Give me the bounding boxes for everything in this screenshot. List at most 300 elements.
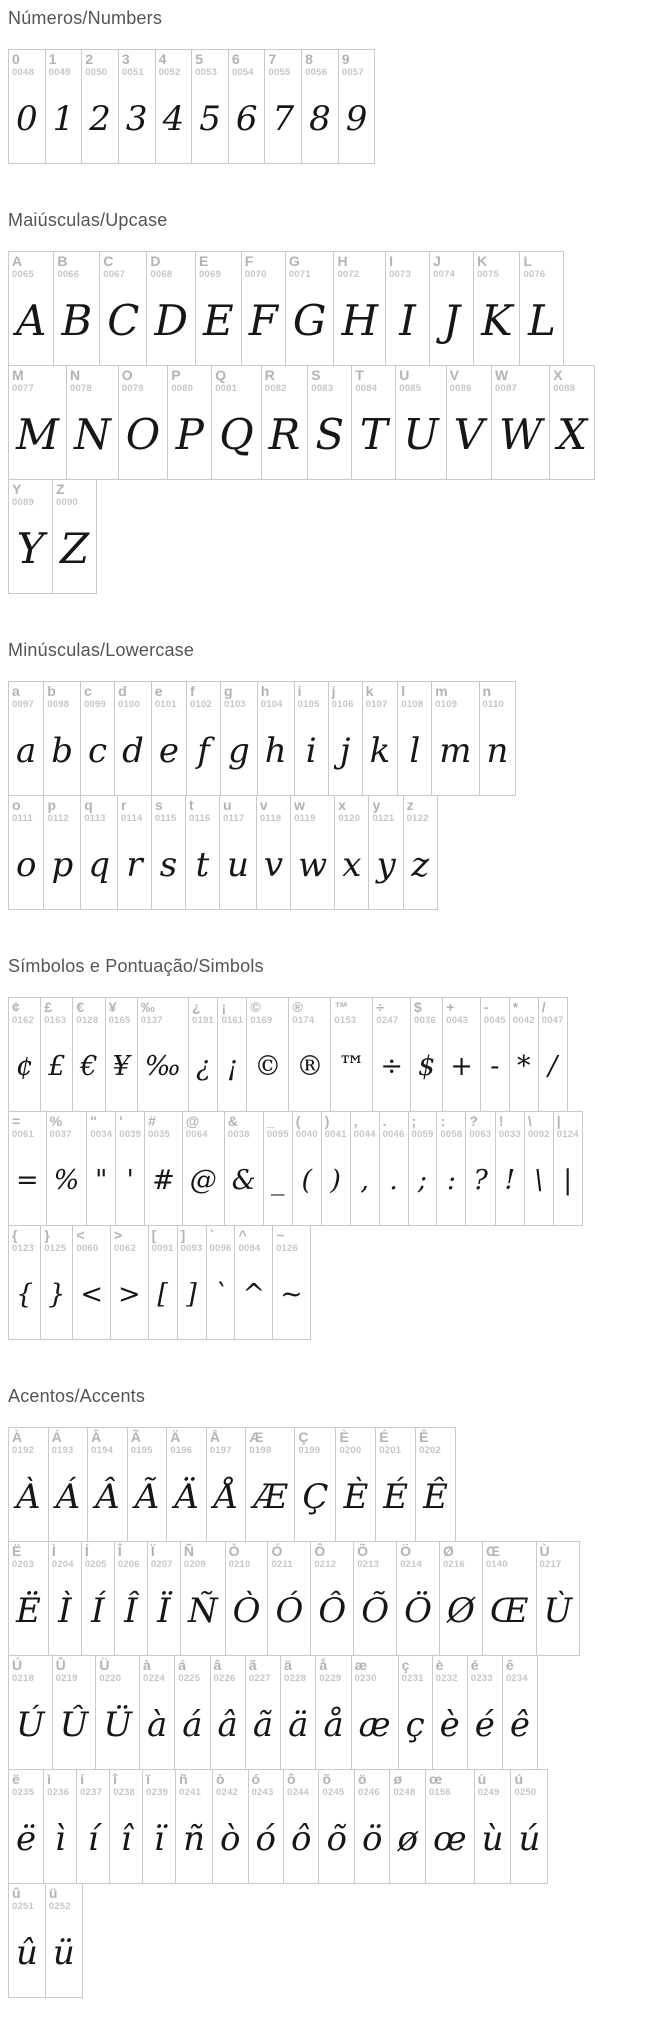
font-glyph: Ó [275,1590,304,1631]
unicode-code: 0107 [365,698,388,710]
reference-char: 2 [85,51,94,67]
section-title: Minúsculas/Lowercase [8,640,195,660]
font-glyph: J [443,295,460,345]
font-glyph: 9 [345,98,368,139]
glyph-cell [549,365,595,480]
reference-char: _ [266,1113,275,1129]
font-glyph: Õ [361,1590,390,1631]
reference-char: N [70,367,81,383]
unicode-code: 0102 [189,698,212,710]
unicode-code: 0120 [338,812,361,824]
font-glyph: : [446,1165,456,1197]
font-glyph: z [411,844,430,885]
reference-char: & [227,1113,238,1129]
font-glyph: õ [326,1818,347,1859]
unicode-code: 0231 [401,1672,424,1684]
glyph-cell [114,681,152,796]
unicode-code: 0035 [148,1128,171,1140]
font-glyph: X [557,409,588,459]
unicode-code: 0110 [482,698,504,710]
unicode-code: 0078 [70,382,92,394]
unicode-code: 0047 [541,1014,564,1026]
font-glyph: % [53,1165,80,1197]
glyph-cell [318,1769,354,1884]
reference-char: C [103,253,114,269]
glyph-row [8,1225,661,1340]
reference-char: w [294,797,306,813]
unicode-code: 0124 [556,1128,579,1140]
font-glyph: ¢ [16,1051,34,1083]
glyph-cell [396,1541,440,1656]
glyph-cell [519,251,564,366]
unicode-code: 0101 [154,698,177,710]
glyph-cell [188,997,218,1112]
font-glyph: k [369,730,391,771]
glyph-cell [211,365,261,480]
font-glyph: v [263,844,284,885]
font-glyph: 5 [199,98,221,139]
unicode-code: 0081 [215,382,238,394]
unicode-code: 0200 [339,1444,362,1456]
reference-char: ê [505,1657,514,1673]
font-glyph: ã [252,1704,274,1745]
unicode-code: 0191 [191,1014,214,1026]
font-glyph: Á [55,1476,81,1517]
reference-char: Í [84,1543,89,1559]
font-glyph: i [305,730,317,771]
unicode-code: 0192 [12,1444,34,1456]
font-glyph: ö [361,1818,383,1859]
unicode-code: 0077 [12,382,34,394]
font-glyph: Í [91,1590,105,1631]
unicode-code: 0169 [250,1014,273,1026]
reference-char: ü [48,1885,58,1901]
font-glyph: á [182,1704,203,1745]
unicode-code: 0063 [469,1128,492,1140]
glyph-row [8,49,661,164]
font-glyph: [ [157,1279,168,1311]
glyph-cell [431,681,479,796]
glyph-cell [80,681,115,796]
glyph-cell [290,795,335,910]
reference-char: Ë [12,1543,22,1559]
unicode-code: 0082 [264,382,287,394]
glyph-cell [118,49,156,164]
unicode-code: 0098 [47,698,70,710]
reference-char: õ [322,1771,332,1787]
unicode-code: 0201 [379,1444,402,1456]
glyph-cell [180,1541,226,1656]
font-glyph: 7 [272,98,295,139]
glyph-cell [502,1655,538,1770]
unicode-code: 0048 [12,66,34,78]
reference-char: ¥ [108,999,117,1015]
unicode-code: 0213 [357,1558,380,1570]
glyph-cell [264,49,302,164]
reference-char: å [319,1657,328,1673]
unicode-code: 0067 [103,268,126,280]
glyph-cell [139,1655,175,1770]
glyph-cell [263,1111,293,1226]
glyph-cell [467,1655,503,1770]
glyph-cell [285,251,335,366]
glyph-cell [8,1225,41,1340]
font-glyph: h [264,730,287,771]
font-glyph: { [16,1279,34,1311]
font-glyph: Ï [157,1590,171,1631]
font-glyph: ! [504,1165,516,1197]
glyph-cell [261,365,309,480]
unicode-code: 0085 [399,382,422,394]
font-glyph: à [146,1704,168,1745]
unicode-code: 0211 [271,1558,293,1570]
glyph-cell [473,251,520,366]
unicode-code: 0198 [249,1444,272,1456]
unicode-code: 0096 [209,1242,232,1254]
glyph-cell [385,251,430,366]
reference-char: t [189,797,194,813]
unicode-code: 0118 [259,812,282,824]
unicode-code: 0224 [142,1672,165,1684]
unicode-code: 0203 [12,1558,34,1570]
glyph-cell [217,997,247,1112]
font-glyph: Z [60,523,90,573]
reference-char: â [213,1657,222,1673]
font-glyph: m [439,730,472,771]
font-glyph: - [490,1051,500,1083]
unicode-code: 0061 [12,1128,34,1140]
unicode-code: 0080 [171,382,194,394]
unicode-code: 0113 [84,812,106,824]
reference-char: Y [12,481,22,497]
section-title: Maiúsculas/Upcase [8,210,168,230]
font-glyph: Å [213,1476,239,1517]
glyph-cell [137,997,189,1112]
reference-char: # [148,1113,156,1129]
unicode-code: 0045 [483,1014,506,1026]
glyph-row [8,1111,661,1226]
reference-char: Â [91,1429,102,1445]
unicode-code: 0041 [324,1128,347,1140]
glyph-cell [80,795,118,910]
glyph-cell [43,795,81,910]
font-glyph: ô [291,1818,312,1859]
unicode-code: 0236 [47,1786,70,1798]
font-glyph: 1 [52,98,75,139]
reference-char: ; [411,1113,417,1129]
reference-char: ì [47,1771,52,1787]
unicode-code: 0099 [84,698,106,710]
reference-char: j [331,683,336,699]
font-glyph: ÷ [380,1051,404,1083]
font-glyph: À [16,1476,41,1517]
glyph-cell [95,1655,140,1770]
reference-char: X [553,367,563,383]
reference-char: Æ [249,1429,264,1445]
reference-char: Ù [539,1543,550,1559]
font-glyph: & [231,1165,256,1197]
font-glyph: £ [48,1051,66,1083]
font-glyph: ì [54,1818,66,1859]
glyph-cell [379,1111,409,1226]
glyph-cell [245,1427,295,1542]
font-glyph: M [16,409,60,459]
font-glyph: ® [296,1051,324,1083]
font-glyph: $ [418,1051,436,1083]
reference-char: [ [151,1227,157,1243]
glyph-cell [307,365,352,480]
reference-char: ' [119,1113,123,1129]
glyph-cell [397,681,432,796]
reference-char: s [155,797,163,813]
font-glyph: ê [509,1704,531,1745]
font-glyph: > [118,1279,141,1311]
glyph-cell [321,1111,351,1226]
font-glyph: S [315,409,345,459]
font-section [8,1386,661,1998]
font-glyph: û [16,1932,38,1973]
reference-char: n [482,683,492,699]
reference-char: $ [414,999,422,1015]
reference-char: i [297,683,302,699]
unicode-code: 0226 [213,1672,236,1684]
unicode-code: 0230 [354,1672,377,1684]
unicode-code: 0229 [319,1672,342,1684]
font-glyph: t [195,844,210,885]
font-glyph: O [125,409,161,459]
font-glyph: + [450,1051,473,1083]
unicode-code: 0247 [376,1014,399,1026]
glyph-cell [395,365,446,480]
unicode-code: 0207 [150,1558,173,1570]
reference-char: ] [180,1227,186,1243]
glyph-cell [155,49,193,164]
unicode-code: 0126 [276,1242,298,1254]
reference-char: Î [117,1543,122,1559]
glyph-cell [151,681,187,796]
unicode-code: 0092 [527,1128,550,1140]
font-glyph: © [254,1051,282,1083]
reference-char: È [339,1429,349,1445]
reference-char: ( [295,1113,301,1129]
font-glyph: Ø [446,1590,475,1631]
unicode-code: 0161 [221,1014,244,1026]
reference-char: k [365,683,374,699]
unicode-code: 0071 [288,268,311,280]
font-glyph: ~ [280,1279,303,1311]
reference-char: O [121,367,133,383]
font-glyph: F [248,295,278,345]
reference-char: ? [469,1113,478,1129]
glyph-cell [66,365,119,480]
unicode-code: 0117 [223,812,245,824]
font-glyph: Ö [404,1590,432,1631]
reference-char: 4 [158,51,167,67]
reference-char: ô [287,1771,296,1787]
reference-char: ï [146,1771,151,1787]
font-glyph: < [80,1279,103,1311]
reference-char: E [199,253,209,269]
reference-char: + [446,999,455,1015]
reference-char: Ã [130,1429,141,1445]
unicode-code: 0100 [118,698,141,710]
glyph-cell [142,1769,176,1884]
font-glyph: ü [52,1932,75,1973]
glyph-cell [310,1541,354,1656]
glyph-cell [191,49,229,164]
unicode-code: 0249 [477,1786,500,1798]
font-glyph: € [80,1051,98,1083]
font-glyph: É [383,1476,409,1517]
glyph-row [8,479,661,594]
reference-char: ë [12,1771,20,1787]
reference-char: Ò [228,1543,240,1559]
unicode-code: 0088 [553,382,576,394]
unicode-code: 0046 [382,1128,405,1140]
reference-char: x [338,797,347,813]
font-glyph: ä [288,1704,309,1745]
font-glyph: ø [397,1818,418,1859]
reference-char: p [47,797,57,813]
glyph-cell [8,681,44,796]
font-glyph: 4 [162,98,185,139]
unicode-code: 0069 [199,268,221,280]
reference-char: M [12,367,24,383]
glyph-cell [272,1225,311,1340]
font-glyph: A [16,295,47,345]
glyph-cell [480,997,510,1112]
font-glyph: d [122,730,144,771]
font-glyph: å [323,1704,344,1745]
reference-char: Ä [170,1429,181,1445]
unicode-code: 0054 [231,66,254,78]
font-glyph: 3 [125,98,148,139]
reference-char: ã [248,1657,257,1673]
reference-char: y [372,797,381,813]
reference-char: S [311,367,321,383]
font-glyph: ù [481,1818,504,1859]
reference-char: e [154,683,163,699]
reference-char: o [12,797,21,813]
unicode-code: 0239 [146,1786,169,1798]
reference-char: é [470,1657,479,1673]
section-title: Acentos/Accents [8,1386,146,1406]
glyph-cell [186,681,221,796]
glyph-cell [294,681,329,796]
glyph-cell [439,1541,483,1656]
font-glyph: é [474,1704,495,1745]
reference-char: , [353,1113,358,1129]
unicode-code: 0163 [44,1014,67,1026]
unicode-code: 0073 [389,268,412,280]
glyph-cell [147,1541,181,1656]
unicode-code: 0251 [12,1900,34,1912]
glyph-cell [482,1541,537,1656]
reference-char: K [477,253,488,269]
font-glyph: | [563,1165,573,1197]
font-glyph: Î [124,1590,138,1631]
reference-char: \ [527,1113,532,1129]
glyph-cell [40,997,73,1112]
font-glyph: f [197,730,210,771]
glyph-cell [127,1427,168,1542]
unicode-code: 0218 [12,1672,34,1684]
reference-char: ¢ [12,999,20,1015]
reference-char: U [399,367,410,383]
reference-char: v [259,797,268,813]
unicode-code: 0037 [49,1128,72,1140]
font-glyph: * [517,1051,531,1083]
reference-char: r [121,797,127,813]
unicode-code: 0214 [400,1558,423,1570]
font-glyph: / [548,1051,558,1083]
unicode-code: 0121 [372,812,395,824]
glyph-cell [257,681,295,796]
reference-char: ^ [238,1227,247,1243]
glyph-row [8,1427,661,1542]
font-glyph: ¥ [112,1051,130,1083]
unicode-code: 0093 [180,1242,203,1254]
unicode-code: 0174 [292,1014,315,1026]
reference-char: * [512,999,519,1015]
reference-char: " [90,1113,97,1129]
glyph-cell [509,997,539,1112]
reference-char: ¡ [221,999,227,1015]
reference-char: è [435,1657,444,1673]
unicode-code: 0119 [294,812,316,824]
reference-char: í [80,1771,85,1787]
reference-char: a [12,683,20,699]
font-glyph: È [343,1476,369,1517]
glyph-cell [144,1111,183,1226]
glyph-cell [76,1769,110,1884]
unicode-code: 0083 [311,382,334,394]
font-glyph: g [227,730,250,771]
reference-char: 0 [12,51,20,67]
glyph-cell [328,681,363,796]
glyph-cell [429,251,474,366]
glyph-cell [362,681,399,796]
font-section [8,210,661,594]
glyph-cell [241,251,286,366]
unicode-code: 0123 [12,1242,34,1254]
unicode-code: 0234 [505,1672,528,1684]
unicode-code: 0044 [353,1128,376,1140]
reference-char: œ [428,1771,443,1787]
glyph-cell [351,365,396,480]
unicode-code: 0217 [539,1558,562,1570]
reference-char: l [401,683,406,699]
glyph-cell [87,1427,128,1542]
glyph-cell [410,997,443,1112]
reference-char: % [49,1113,63,1129]
reference-char: £ [44,999,52,1015]
glyph-cell [8,365,67,480]
glyph-cell [474,1769,512,1884]
glyph-row [8,251,661,366]
unicode-code: 0248 [393,1786,416,1798]
glyph-cell [43,1769,77,1884]
reference-char: B [57,253,68,269]
glyph-cell [8,479,53,594]
glyph-cell [338,49,376,164]
font-glyph: Ê [423,1476,448,1517]
reference-char: F [244,253,254,269]
unicode-code: 0040 [295,1128,318,1140]
reference-char: Ø [442,1543,454,1559]
font-section [8,640,661,910]
font-glyph: ú [518,1818,541,1859]
